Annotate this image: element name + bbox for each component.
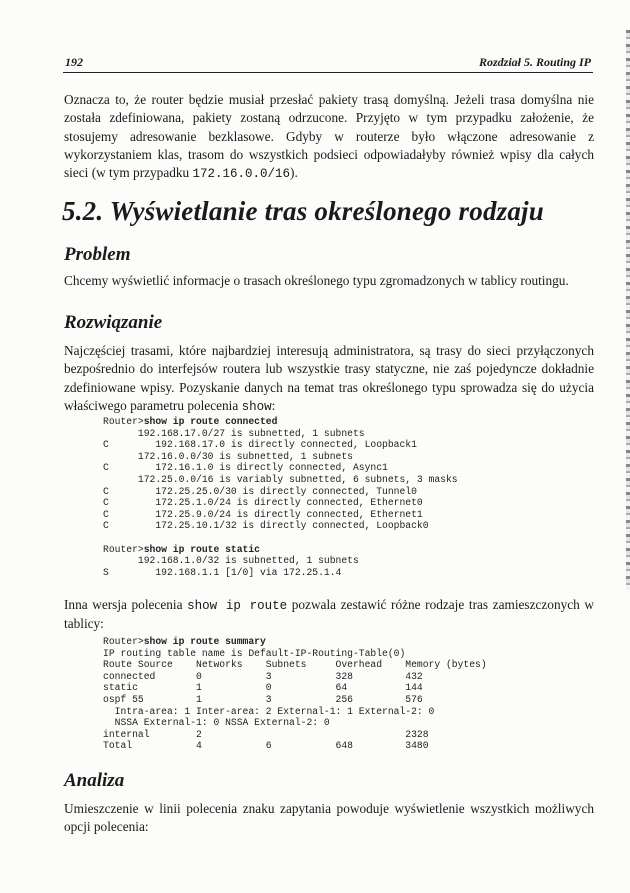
code-prompt: Router> (103, 636, 144, 647)
solution-heading: Rozwiązanie (64, 312, 163, 333)
code-output: 192.168.1.0/32 is subnetted, 1 subnets (103, 555, 359, 567)
code-line (103, 648, 487, 660)
code-output: Total 4 6 648 3480 (103, 740, 429, 752)
code-block-route-summary (103, 636, 487, 752)
code-output: Route Source Networks Subnets Overhead Memory (bytes) (103, 659, 487, 671)
code-output: C 172.25.1.0/24 is directly connected, Ethernet0 (103, 497, 423, 509)
chapter-title: Rozdział 5. Routing IP (478, 55, 591, 69)
code-line (103, 451, 458, 463)
solution-text: Najczęściej trasami, które najbardziej interesują administratora, są trasy do sieci przyłączonych bezpośrednio do interfejsów routera lub wszystkie trasy statyczne, nie zaś pojedyncze dokładnie zdefiniowane wpisy. Pozyskanie danych na temat tras określonego typu sprowadza się do użycia właściwego parametru polecenia (64, 343, 594, 413)
section-title: 5.2. Wyświetlanie tras określonego rodzaju (62, 196, 544, 226)
code-line (103, 740, 487, 752)
summary-intro-paragraph (64, 596, 594, 634)
code-output: C 172.25.25.0/30 is directly connected, Tunnel0 (103, 485, 417, 497)
solution-tail: : (271, 397, 276, 413)
code-prompt: Router> (103, 543, 144, 555)
code-line (103, 567, 458, 579)
code-line (103, 462, 458, 474)
code-line (103, 636, 487, 648)
intro-paragraph (64, 91, 594, 183)
code-line (103, 439, 458, 451)
code-block-route-types (103, 416, 458, 578)
code-output: ospf 55 1 3 256 576 (103, 693, 423, 705)
summary-intro-tail: pozwala zestawić różne rodzaje tras zamieszczonych w tablicy: (64, 597, 594, 632)
code-line (103, 474, 458, 486)
code-line (103, 694, 487, 706)
intro-network: 172.16.0.0/16 (192, 167, 291, 182)
solution-paragraph (64, 342, 594, 416)
running-header (63, 50, 593, 73)
analysis-paragraph: Umieszczenie w linii polecenia znaku zapytania powoduje wyświetlenie wszystkich możliwych opcji polecenia: (64, 801, 594, 835)
analysis-heading: Analiza (64, 770, 125, 791)
code-output: C 192.168.17.0 is directly connected, Loopback1 (103, 439, 417, 451)
code-output: C 172.25.10.1/32 is directly connected, Loopback0 (103, 520, 429, 532)
code-output (103, 532, 109, 543)
code-line (103, 729, 487, 741)
code-output: Intra-area: 1 Inter-area: 2 External-1: 1 External-2: 0 (103, 705, 435, 717)
code-command: show ip route static (143, 543, 260, 555)
problem-paragraph: Chcemy wyświetlić informacje o trasach określonego typu zgromadzonych w tablicy routingu. (64, 273, 569, 288)
solution-command: show (241, 399, 272, 414)
code-line (103, 520, 458, 532)
code-prompt: Router> (103, 416, 144, 427)
code-line (103, 717, 487, 729)
code-line (103, 659, 487, 671)
code-output: S 192.168.1.1 [1/0] via 172.25.1.4 (103, 566, 342, 578)
code-line (103, 544, 458, 556)
code-line (103, 497, 458, 509)
code-command: show ip route connected (143, 416, 278, 427)
page-edge (626, 30, 630, 590)
intro-text: Oznacza to, że router będzie musiał przesłać pakiety trasą domyślną. Jeżeli trasa domyślna nie została zdefiniowana, pakiety zostaną odrzucone. Przyjęto w tym przypadku założenie, że stosujemy adresowanie bezklasowe. Gdyby w routerze było włączone adresowanie z wykorzystaniem klas, trasom do wszystkich podsieci odpowiadałyby również wpisy dla całych sieci (w tym przypadku (64, 92, 594, 181)
code-output: C 172.16.1.0 is directly connected, Async1 (103, 462, 388, 474)
code-line (103, 682, 487, 694)
code-line (103, 555, 458, 567)
code-output: IP routing table name is Default-IP-Routing-Table(0) (103, 647, 406, 659)
code-output: 172.16.0.0/30 is subnetted, 1 subnets (103, 450, 353, 462)
code-line (103, 671, 487, 683)
code-output: static 1 0 64 144 (103, 682, 423, 694)
code-line (103, 509, 458, 521)
summary-intro-text: Inna wersja polecenia (64, 597, 188, 612)
code-output: internal 2 2328 (103, 728, 429, 740)
code-output: NSSA External-1: 0 NSSA External-2: 0 (103, 717, 330, 729)
page-number: 192 (65, 55, 83, 69)
code-output: 192.168.17.0/27 is subnetted, 1 subnets (103, 427, 365, 439)
summary-intro-command: show ip route (187, 599, 288, 613)
intro-tail: ). (290, 165, 298, 181)
code-command: show ip route summary (143, 636, 266, 647)
code-line (103, 416, 458, 428)
code-line (103, 486, 458, 498)
code-output: connected 0 3 328 432 (103, 670, 423, 682)
code-line (103, 428, 458, 440)
problem-heading: Problem (64, 244, 131, 265)
code-output: C 172.25.9.0/24 is directly connected, Ethernet1 (103, 508, 423, 520)
code-output: 172.25.0.0/16 is variably subnetted, 6 subnets, 3 masks (103, 473, 458, 485)
code-line (103, 532, 458, 544)
code-line (103, 706, 487, 718)
